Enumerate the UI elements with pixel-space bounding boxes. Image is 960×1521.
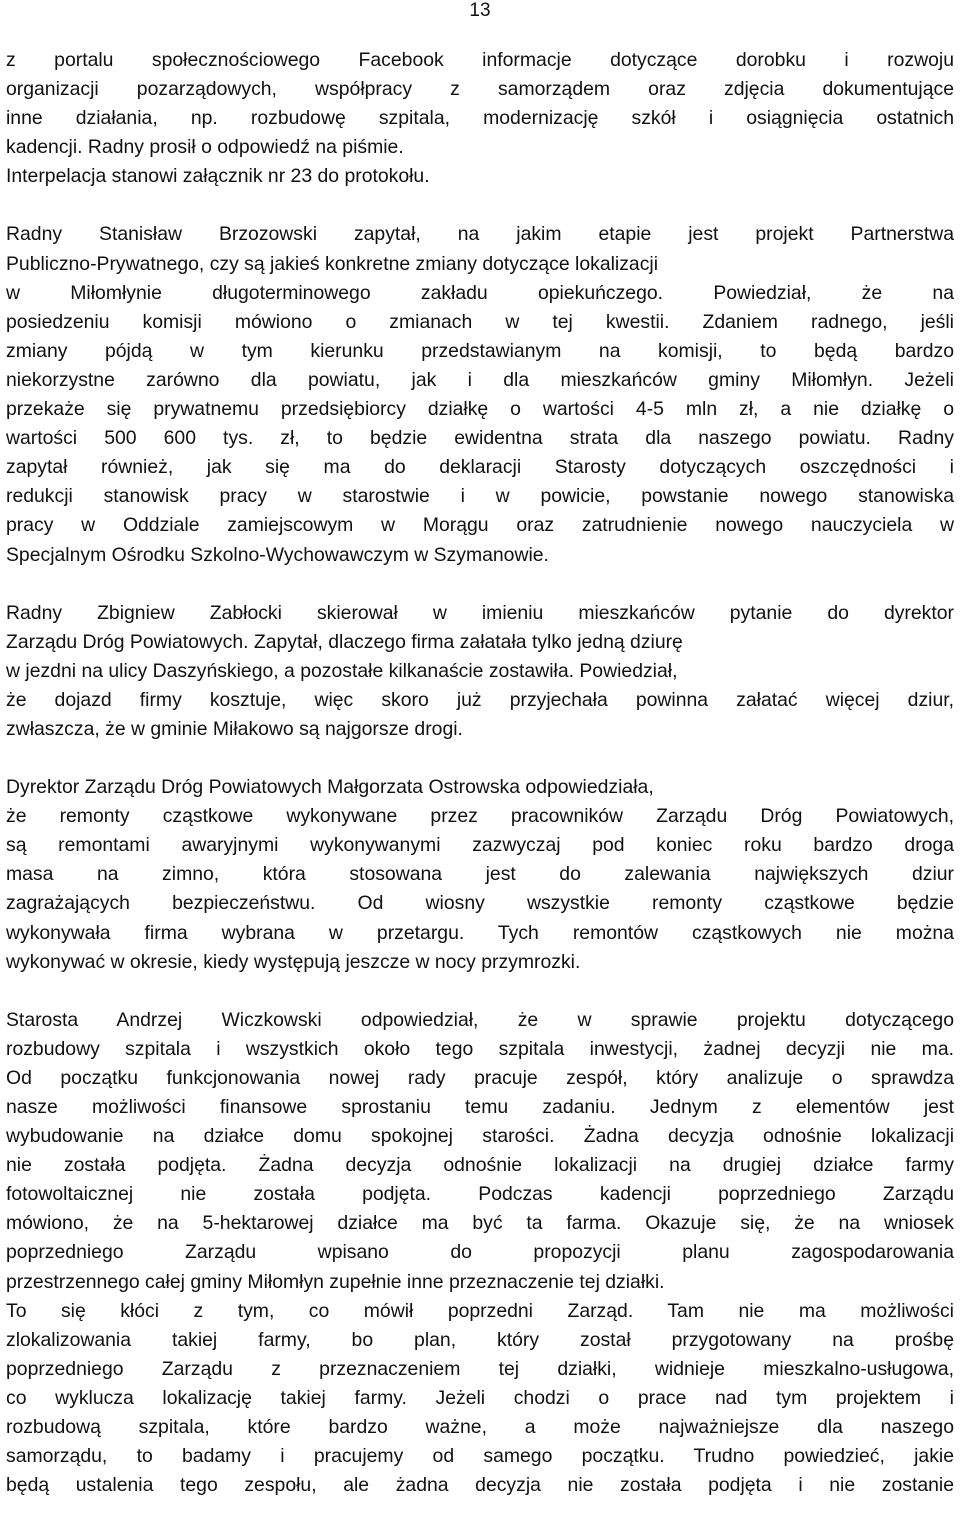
text-line: że remonty cząstkowe wykonywane przez pracowników Zarządu Dróg Powiatowych, xyxy=(6,805,954,828)
text-line: Specjalnym Ośrodku Szkolno-Wychowawczym w Szymanowie. xyxy=(6,543,549,566)
text-line: samorządu, to badamy i pracujemy od samego początku. Trudno powiedzieć, jakie xyxy=(6,1445,954,1468)
text-line: organizacji pozarządowych, współpracy z samorządem oraz zdjęcia dokumentujące xyxy=(6,78,954,101)
text-line: rozbudowy szpitala i wszystkich około tego szpitala inwestycji, żadnej decyzji nie ma. xyxy=(6,1037,954,1060)
paragraph-zablocki xyxy=(6,599,954,744)
paragraph-ostrowska xyxy=(6,773,954,977)
page-number: 13 xyxy=(469,0,491,21)
text-line: zagrażających bezpieczeństwu. Od wiosny wszystkie remonty cząstkowe będzie xyxy=(6,892,954,915)
text-line: będą ustalenia tego zespołu, ale żadna decyzja nie została podjęta i nie zostanie xyxy=(6,1474,954,1497)
text-line: zapytał również, jak się ma do deklaracji Starosty dotyczących oszczędności i xyxy=(6,456,954,479)
text-line: pracy w Oddziale zamiejscowym w Morągu oraz zatrudnienie nowego nauczyciela w xyxy=(6,514,954,537)
text-line: że dojazd firmy kosztuje, więc skoro już przyjechała powinna załatać więcej dziur, xyxy=(6,688,954,711)
text-line: posiedzeniu komisji mówiono o zmianach w tej kwestii. Zdaniem radnego, jeśli xyxy=(6,310,954,333)
text-line: Radny Zbigniew Zabłocki skierował w imieniu mieszkańców pytanie do dyrektor xyxy=(6,601,954,624)
text-line: są remontami awaryjnymi wykonywanymi zazwyczaj pod koniec roku bardzo droga xyxy=(6,834,954,857)
text-line: niekorzystne zarówno dla powiatu, jak i dla mieszkańców gminy Miłomłyn. Jeżeli xyxy=(6,368,954,391)
text-line: Radny Stanisław Brzozowski zapytał, na jakim etapie jest projekt Partnerstwa xyxy=(6,223,954,246)
text-line: kadencji. Radny prosił o odpowiedź na piśmie. xyxy=(6,136,404,159)
text-line: przekaże się prywatnemu przedsiębiorcy działkę o wartości 4-5 mln zł, a nie działkę o xyxy=(6,398,954,421)
text-line: Interpelacja stanowi załącznik nr 23 do protokołu. xyxy=(6,165,430,188)
text-line: Zarządu Dróg Powiatowych. Zapytał, dlaczego firma załatała tylko jedną dziurę xyxy=(6,630,683,653)
paragraph-brzozowski xyxy=(6,220,954,569)
text-line: mówiono, że na 5-hektarowej działce ma być ta farma. Okazuje się, że na wniosek xyxy=(6,1212,954,1235)
text-line: zwłaszcza, że w gminie Miłakowo są najgorsze drogi. xyxy=(6,717,463,740)
text-line: fotowoltaicznej nie została podjęta. Podczas kadencji poprzedniego Zarządu xyxy=(6,1183,954,1206)
text-line: To się kłóci z tym, co mówił poprzedni Zarząd. Tam nie ma możliwości xyxy=(6,1299,954,1322)
text-line: Od początku funkcjonowania nowej rady pracuje zespół, który analizuje o sprawdza xyxy=(6,1066,954,1089)
text-line: wykonywała firma wybrana w przetargu. Tych remontów cząstkowych nie można xyxy=(6,921,954,944)
text-line: przestrzennego całej gminy Miłomłyn zupełnie inne przeznaczenie tej działki. xyxy=(6,1270,665,1293)
text-line: redukcji stanowisk pracy w starostwie i w powicie, powstanie nowego stanowiska xyxy=(6,485,954,508)
text-line: wartości 500 600 tys. zł, to będzie ewidentna strata dla naszego powiatu. Radny xyxy=(6,427,954,450)
text-line: Publiczno-Prywatnego, czy są jakieś konkretne zmiany dotyczące lokalizacji xyxy=(6,252,659,275)
text-line: zmiany pójdą w tym kierunku przedstawianym na komisji, to będą bardzo xyxy=(6,339,954,362)
text-line: Starosta Andrzej Wiczkowski odpowiedział, że w sprawie projektu dotyczącego xyxy=(6,1008,954,1031)
text-line: wykonywać w okresie, kiedy występują jeszcze w nocy przymrozki. xyxy=(6,950,581,973)
text-line: poprzedniego Zarządu z przeznaczeniem tej działki, widnieje mieszkalno-usługowa, xyxy=(6,1357,954,1380)
text-line: zlokalizowania takiej farmy, bo plan, który został przygotowany na prośbę xyxy=(6,1328,954,1351)
text-line: w jezdni na ulicy Daszyńskiego, a pozostałe kilkanaście zostawiła. Powiedział, xyxy=(6,659,678,682)
text-line: Dyrektor Zarządu Dróg Powiatowych Małgorzata Ostrowska odpowiedziała, xyxy=(6,776,654,799)
paragraph-facebook-interpellation xyxy=(6,46,954,191)
paragraph-wiczkowski xyxy=(6,1006,954,1501)
document-body xyxy=(6,46,954,1500)
text-line: z portalu społecznościowego Facebook informacje dotyczące dorobku i rozwoju xyxy=(6,49,954,71)
text-line: poprzedniego Zarządu wpisano do propozycji planu zagospodarowania xyxy=(6,1241,954,1264)
text-line: masa na zimno, która stosowana jest do zalewania największych dziur xyxy=(6,863,954,886)
text-line: wybudowanie na działce domu spokojnej starości. Żadna decyzja odnośnie lokalizacji xyxy=(6,1125,954,1148)
text-line: nasze możliwości finansowe sprostaniu temu zadaniu. Jednym z elementów jest xyxy=(6,1096,954,1118)
text-line: rozbudową szpitala, które bardzo ważne, a może najważniejsze dla naszego xyxy=(6,1416,954,1439)
text-line: co wyklucza lokalizację takiej farmy. Jeżeli chodzi o prace nad tym projektem i xyxy=(6,1386,954,1409)
text-line: w Miłomłynie długoterminowego zakładu opiekuńczego. Powiedział, że na xyxy=(6,281,954,304)
text-line: nie została podjęta. Żadna decyzja odnośnie lokalizacji na drugiej działce farmy xyxy=(6,1154,954,1177)
text-line: inne działania, np. rozbudowę szpitala, modernizację szkół i osiągnięcia ostatnich xyxy=(6,107,954,130)
